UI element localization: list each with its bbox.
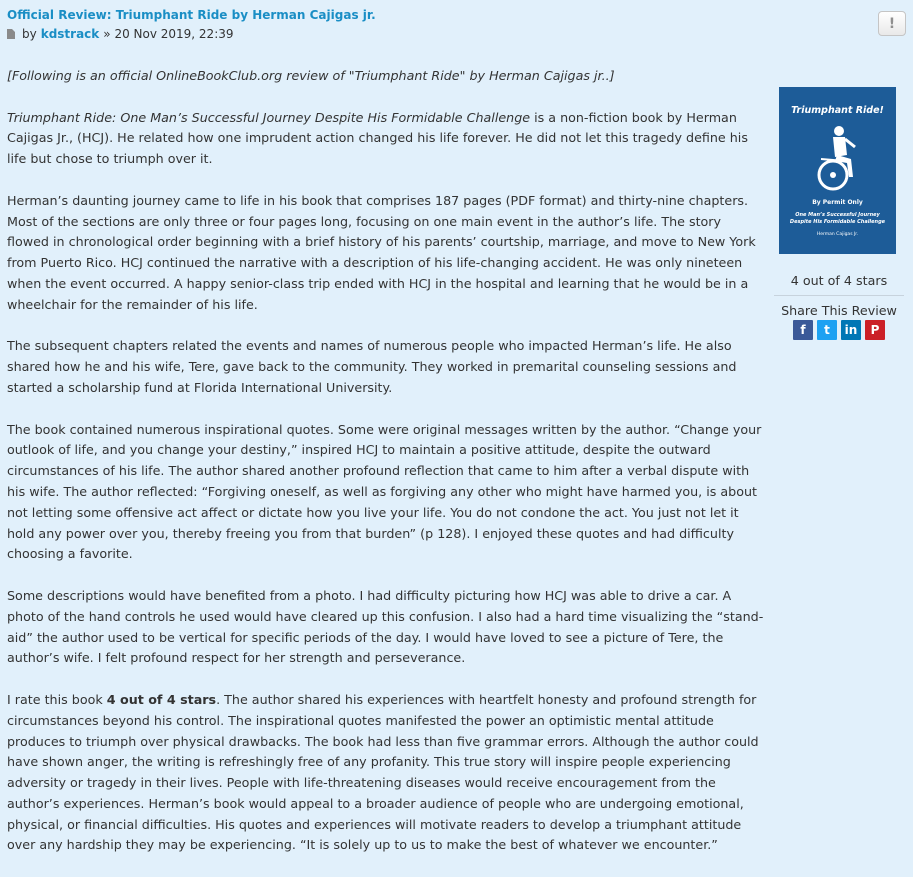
linkedin-icon[interactable]: in [841,320,861,340]
paragraph-3: The subsequent chapters related the events and names of numerous people who impacted Herman’s life. He also shared how he and his wife, Tere, gave back to the community. They worked in premarital counseling sessions and started a scholarship fund at Florida International University. [7,338,737,395]
cover-author: Herman Cajigas Jr. [816,232,859,237]
cover-byline: By Permit Only [812,199,863,206]
paragraph-1 [7,108,767,170]
facebook-icon[interactable]: f [793,320,813,340]
review-intro: [Following is an official OnlineBookClub.org review of "Triumphant Ride" by Herman Cajigas jr..] [7,68,615,83]
twitter-icon[interactable]: t [817,320,837,340]
pinterest-icon[interactable]: P [865,320,885,340]
inline-rating: 4 out of 4 stars [106,691,217,707]
share-buttons [774,320,904,340]
post-title-link[interactable]: Official Review: Triumphant Ride by Herman Cajigas jr. [7,8,376,22]
exclamation-icon: ! [888,15,896,32]
cover-subtitle: One Man’s Successful Journey Despite His Formidable Challenge [789,212,886,225]
book-full-title: Triumphant Ride: One Man’s Successful Journey Despite His Formidable Challenge [7,109,531,125]
rating-text: 4 out of 4 stars [774,273,904,296]
cover-title: Triumphant Ride! [791,105,884,116]
post-icon[interactable] [7,29,15,39]
post-meta [7,27,234,41]
paragraph-4: The book contained numerous inspirational quotes. Some were original messages written by the author. “Change your outlook of life, and you change your destiny,” inspired HCJ to maintain a positive attitude, despite the outward circumstances of his life. The author shared another profound reflection that came to him after a verbal dispute with his wife. The author reflected: “Forgiving oneself, as well as forgiving any other who might have harmed you, is about not letting some offensive act affect or dictate how you live your life. You do not condone the act. You just not let it hold any power over you, thereby freeing you from that burden” (p 128). I enjoyed these quotes and had difficulty choosing a favorite. [7,421,762,562]
paragraph-2: Herman’s daunting journey came to life in his book that comprises 187 pages (PDF format) and thirty-nine chapters. Most of the sections are only three or four pages long, focusing on one main event in the author’s life. The story flowed in chronological order beginning with a brief history of his parents’ courtship, marriage, and move to New York from Puerto Rico. HCJ continued the narrative with a description of his life-changing accident. He was only nineteen when the event occurred. A happy senior-class trip ended with HCJ in the hospital and learning that he would be in a wheelchair for the remainder of his life. [7,192,756,312]
post-content [7,66,767,877]
paragraph-6-start: I rate this book [7,691,107,707]
book-cover[interactable] [779,87,896,254]
post-date: » 20 Nov 2019, 22:39 [103,27,234,41]
wheelchair-icon [815,125,861,197]
share-label: Share This Review [781,303,897,318]
paragraph-6 [7,690,767,856]
report-button[interactable] [878,11,906,36]
paragraph-1-text: is a non-fiction book by Herman Cajigas Jr., (HCJ). He related how one imprudent action changed his life forever. He did not let this tragedy define his life but chose to triumph over it. [7,109,748,167]
author-link[interactable]: kdstrack [40,27,100,41]
review-sidebar [774,87,904,340]
paragraph-6-text: . The author shared his experiences with heartfelt honesty and profound strength for circumstances beyond his control. The inspirational quotes manifested the power an optimistic mental attitude produces to triumph over physical drawbacks. The book had less than five grammar errors. Although the author could have shown anger, the writing is refreshingly free of any profanity. This true story will inspire people experiencing adversity or tragedy in their lives. People with life-threatening diseases would receive encouragement from the author’s experiences. Herman’s book would appeal to a broader audience of people who are undergoing emotional, physical, or financial difficulties. His quotes and experiences will motivate readers to develop a triumphant attitude over any hardship they may be experiencing. “It is solely up to us to make the best of whatever we encounter.” [7,691,759,853]
paragraph-5: Some descriptions would have benefited from a photo. I had difficulty picturing how HCJ was able to drive a car. A photo of the hand controls he used would have cleared up this confusion. I also had a hard time visualizing the “stand-aid” the author used to be vertical for specific periods of the day. I would have loved to see a picture of Tere, the author’s wife. I felt profound respect for her strength and perseverance. [7,587,764,666]
by-label: by [22,27,37,41]
